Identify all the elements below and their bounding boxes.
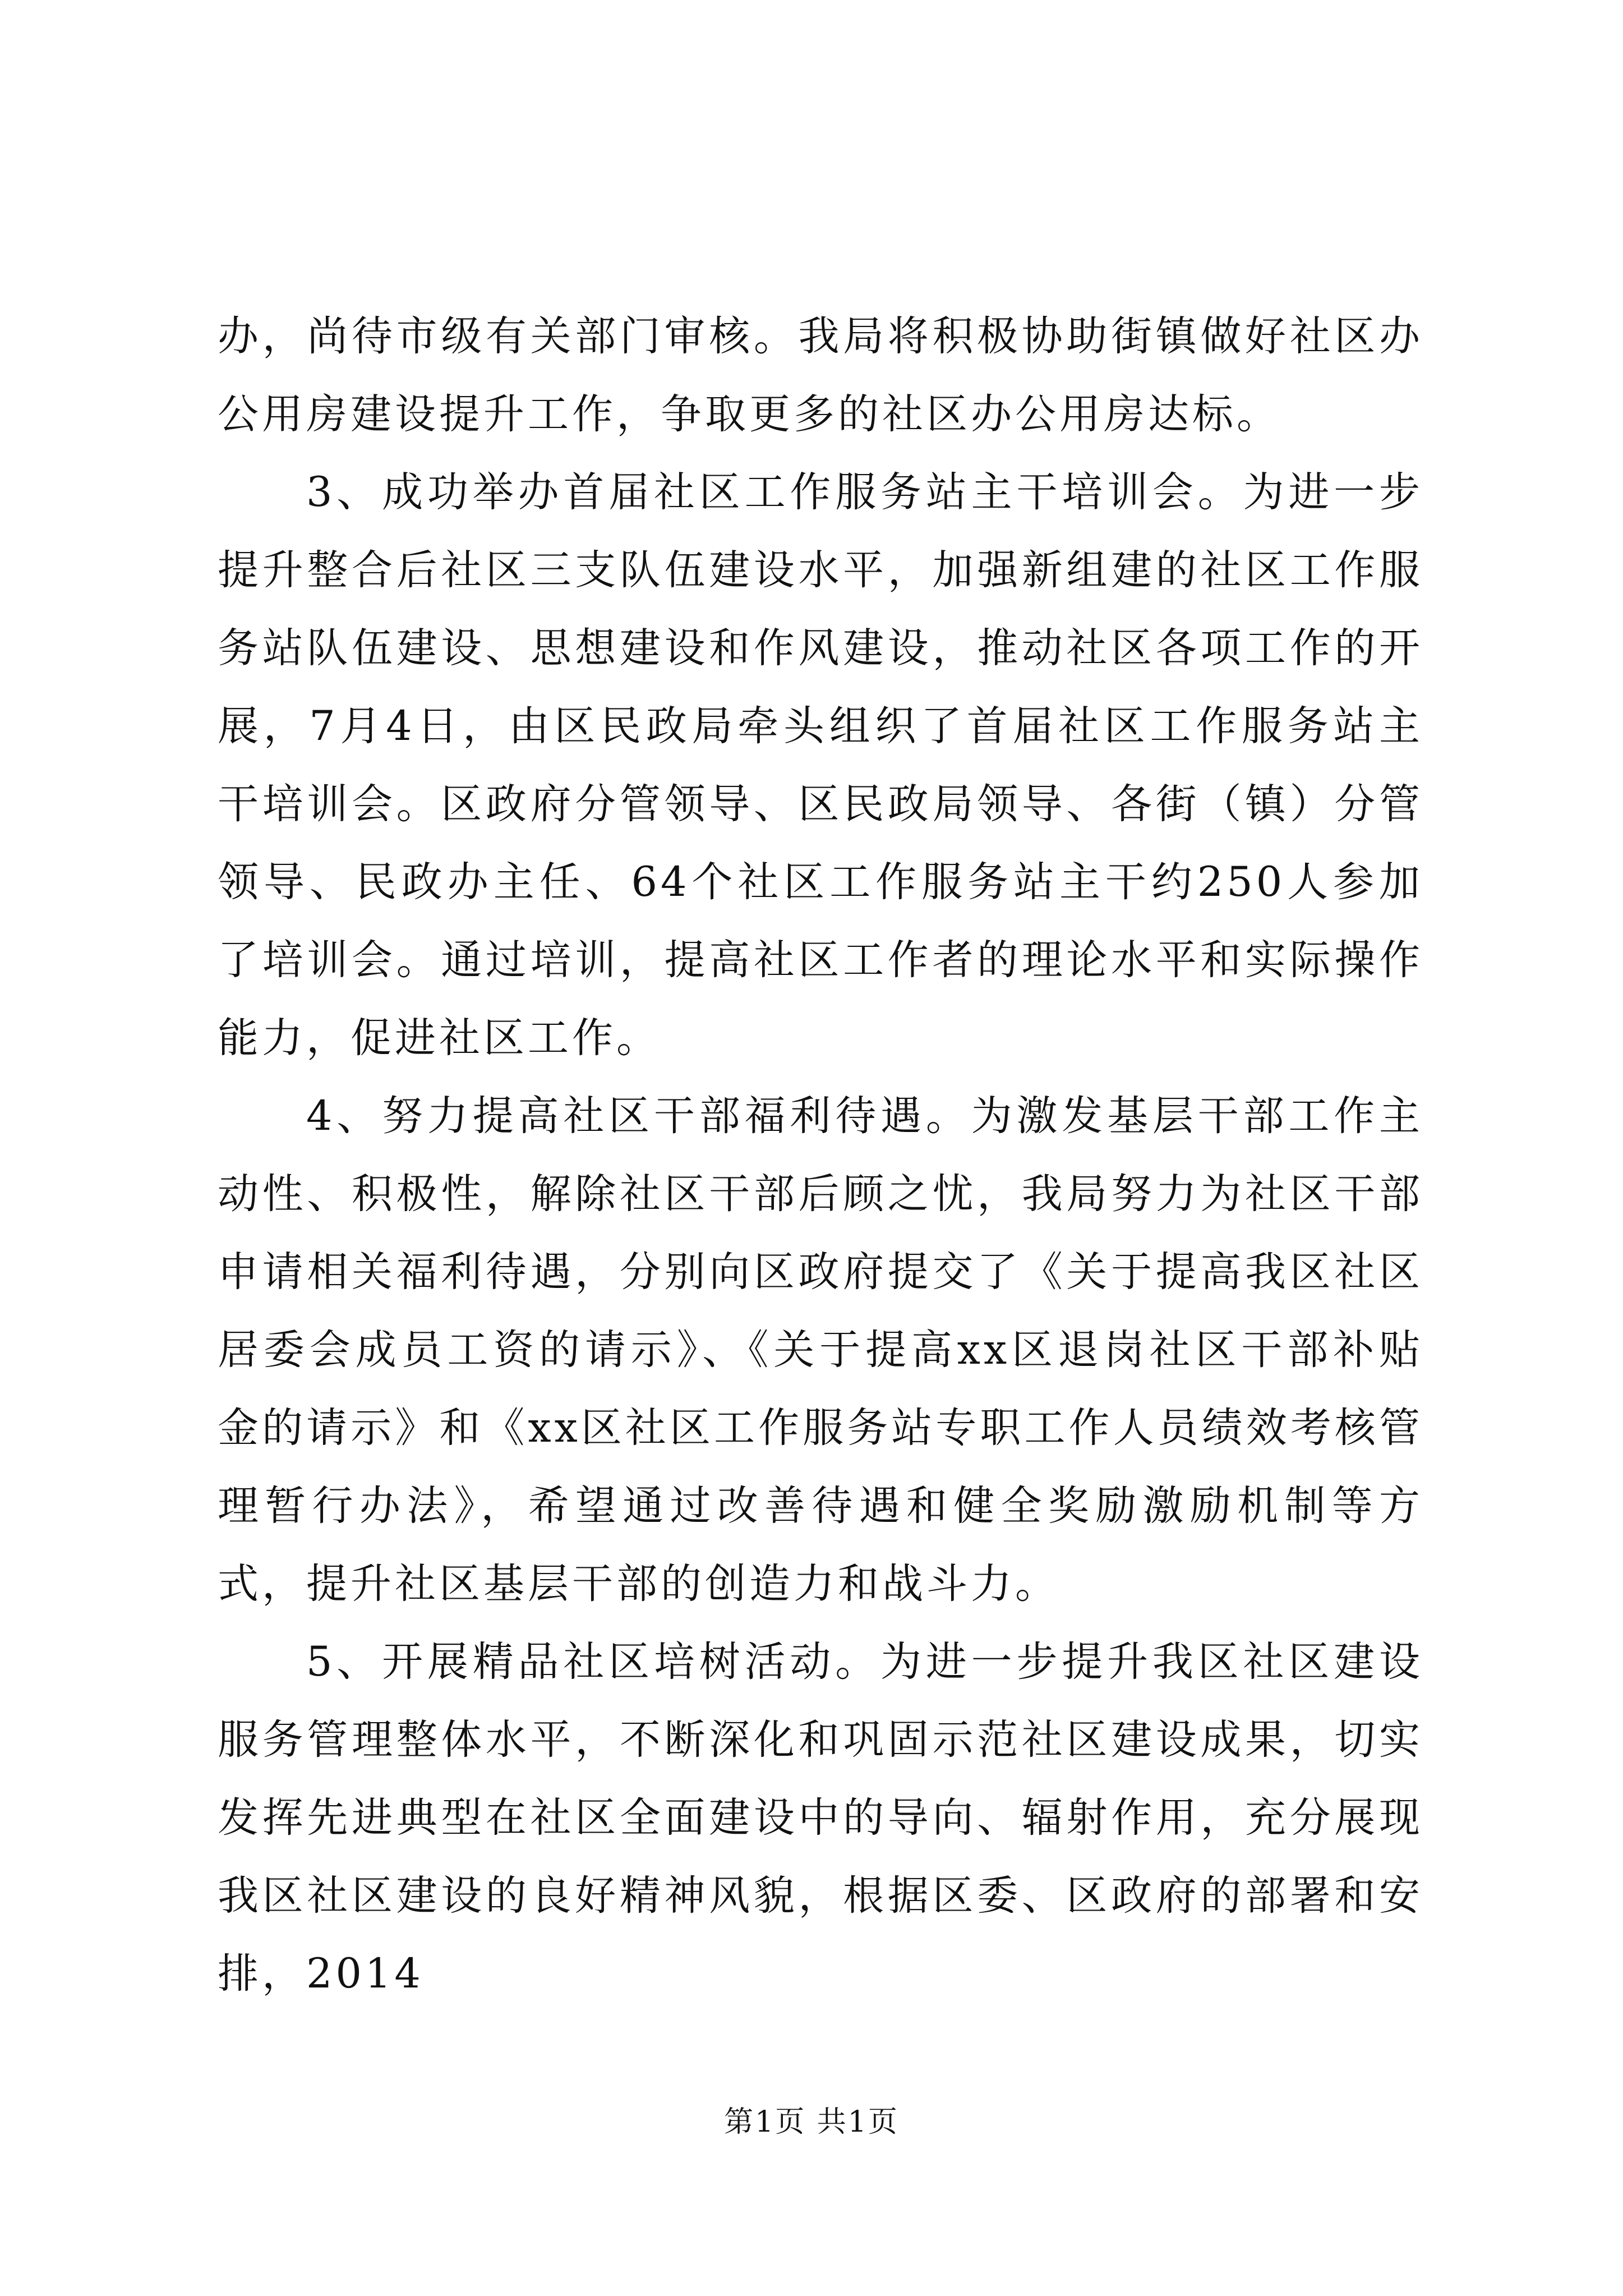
paragraph-continuation: 办，尚待市级有关部门审核。我局将积极协助街镇做好社区办公用房建设提升工作，争取更多的社区办公用房达标。 [218, 312, 1423, 438]
page-footer: 第1页 共1页 [724, 2105, 899, 2139]
document-body [218, 297, 1423, 2013]
paragraph-item-3: 3、成功举办首届社区工作服务站主干培训会。为进一步提升整合后社区三支队伍建设水平，加强新组建的社区工作服务站队伍建设、思想建设和作风建设，推动社区各项工作的开展，7月4日，由区民政局牵头组织了首届社区工作服务站主干培训会。区政府分管领导、区民政局领导、各街（镇）分管领导、民政办主任、64个社区工作服务站主干约250人参加了培训会。通过培训，提高社区工作者的理论水平和实际操作能力，促进社区工作。 [218, 468, 1423, 1062]
paragraph-item-4: 4、努力提高社区干部福利待遇。为激发基层干部工作主动性、积极性，解除社区干部后顾之忧，我局努力为社区干部申请相关福利待遇，分别向区政府提交了《关于提高我区社区居委会成员工资的请示》、《关于提高xx区退岗社区干部补贴金的请示》和《xx区社区工作服务站专职工作人员绩效考核管理暂行办法》，希望通过改善待遇和健全奖励激励机制等方式，提升社区基层干部的创造力和战斗力。 [218, 1092, 1423, 1608]
paragraph-item-5: 5、开展精品社区培树活动。为进一步提升我区社区建设服务管理整体水平，不断深化和巩固示范社区建设成果，切实发挥先进典型在社区全面建设中的导向、辐射作用，充分展现我区社区建设的良好精神风貌，根据区委、区政府的部署和安排，2014 [218, 1638, 1423, 1998]
